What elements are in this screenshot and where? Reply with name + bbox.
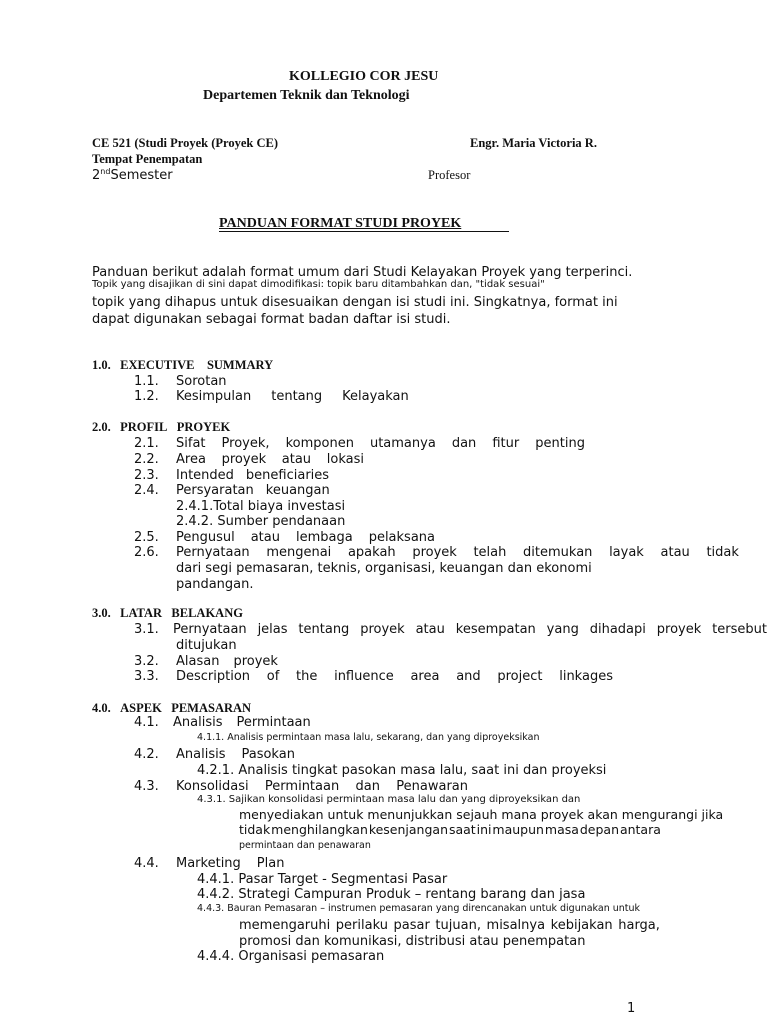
item-2-5-num: 2.5.: [134, 530, 159, 545]
word: proyek: [221, 452, 267, 467]
word: utamanya: [369, 436, 436, 451]
item-4-3-1-line-1: 4.3.1. Sajikan konsolidasi permintaan masa lalu dan yang diproyeksikan dan: [197, 794, 581, 805]
word: jelas: [257, 622, 288, 637]
intro-line-4: dapat digunakan sebagai format badan daftar isi studi.: [92, 312, 451, 327]
word: Pengusul: [176, 530, 235, 545]
word: yang: [546, 622, 579, 637]
word: komponen: [285, 436, 354, 451]
item-2-5: [176, 531, 435, 544]
word: tentang: [298, 622, 350, 637]
word: depan: [579, 822, 620, 837]
item-4-4-3-line-1: 4.4.3. Bauran Pemasaran – instrumen pemasaran yang direncanakan untuk digunakan untuk: [197, 903, 641, 914]
word: Pernyataan: [176, 545, 250, 560]
section-2-heading: 2.0. PROFIL PROYEK: [92, 420, 231, 434]
item-2-6-num: 2.6.: [134, 545, 159, 560]
word: layak: [609, 545, 644, 560]
item-2-2-num: 2.2.: [134, 452, 159, 467]
section-4-heading: 4.0. ASPEK PEMASARAN: [92, 701, 252, 715]
word: proyek: [412, 545, 457, 560]
word: tidak: [239, 822, 271, 837]
word: proyek: [360, 622, 405, 637]
word: lokasi: [326, 452, 364, 467]
item-2-1-num: 2.1.: [134, 436, 159, 451]
word: mengenai: [266, 545, 332, 560]
item-3-1: [173, 623, 767, 636]
page-title: PANDUAN FORMAT STUDI PROYEK: [219, 216, 462, 231]
intro-line-2: Topik yang disajikan di sini dapat dimodifikasi: topik baru ditambahkan dan, "tidak sesuai": [92, 279, 545, 290]
word: Permintaan: [264, 779, 340, 794]
item-4-2-1: 4.2.1. Analisis tingkat pasokan masa lalu, saat ini dan proyeksi: [197, 763, 607, 778]
item-2-6: [176, 546, 739, 559]
word: harga,: [618, 918, 660, 933]
word: dan: [355, 779, 380, 794]
item-4-1: 4.1. Analisis Permintaan: [134, 715, 311, 730]
word: atau: [415, 622, 445, 637]
item-3-2: 3.2. Alasan proyek: [134, 654, 278, 669]
item-3-1-num: 3.1.: [134, 622, 159, 637]
word: lembaga: [295, 530, 353, 545]
word: ditemukan: [523, 545, 593, 560]
item-4-3-1-line-3: [239, 824, 661, 837]
word: maupun: [492, 822, 544, 837]
word: Penawaran: [396, 779, 468, 794]
item-4-4-1: 4.4.1. Pasar Target - Segmentasi Pasar: [197, 872, 448, 887]
semester-label: 2ndSemester: [92, 167, 173, 183]
word: ini: [476, 822, 492, 837]
word: of: [266, 669, 280, 684]
placement-label: Tempat Penempatan: [92, 152, 203, 166]
item-4-2: 4.2. Analisis Pasokan: [134, 747, 295, 762]
word: memengaruhi: [239, 918, 331, 933]
intro-line-1: Panduan berikut adalah format umum dari Studi Kelayakan Proyek yang terperinci.: [92, 265, 633, 280]
item-4-3-num: 4.3.: [134, 779, 159, 794]
word: atau: [250, 530, 280, 545]
title-underline: [219, 231, 509, 232]
item-1-1: 1.1. Sorotan: [134, 374, 227, 389]
item-2-6-line-3: pandangan.: [176, 577, 254, 592]
item-2-2: [176, 453, 364, 466]
item-4-4: 4.4. Marketing Plan: [134, 856, 285, 871]
department-name: Departemen Teknik dan Teknologi: [203, 88, 410, 103]
item-4-3-1-line-4: permintaan dan penawaran: [239, 840, 371, 851]
item-4-1-1: 4.1.1. Analisis permintaan masa lalu, sekarang, dan yang diproyeksikan: [197, 732, 540, 743]
item-4-4-4: 4.4.4. Organisasi pemasaran: [197, 949, 385, 964]
word: proyek: [656, 622, 702, 637]
item-4-4-3-line-3: promosi dan komunikasi, distribusi atau penempatan: [239, 934, 586, 949]
word: Pernyataan: [173, 622, 247, 637]
word: atau: [281, 452, 312, 467]
item-1-2: 1.2. Kesimpulan tentang Kelayakan: [134, 389, 409, 404]
item-2-4-1: 2.4.1.Total biaya investasi: [176, 499, 346, 514]
word: linkages: [559, 669, 613, 684]
word: Sifat: [176, 436, 206, 451]
word: telah: [473, 545, 507, 560]
word: kesenjangan: [368, 822, 448, 837]
word: kesempatan: [455, 622, 536, 637]
word: tidak: [706, 545, 739, 560]
word: area: [410, 669, 440, 684]
word: atau: [660, 545, 690, 560]
word: Area: [176, 452, 206, 467]
word: and: [456, 669, 481, 684]
item-2-4: 2.4. Persyaratan keuangan: [134, 483, 330, 498]
item-4-3: [176, 780, 468, 793]
word: Konsolidasi: [176, 779, 249, 794]
word: apakah: [347, 545, 396, 560]
word: Description: [176, 669, 251, 684]
word: penting: [535, 436, 585, 451]
instructor-name: Engr. Maria Victoria R.: [470, 136, 597, 150]
word: masa: [544, 822, 579, 837]
word: perilaku: [335, 918, 388, 933]
word: influence: [334, 669, 394, 684]
word: fitur: [492, 436, 520, 451]
intro-line-3: topik yang dihapus untuk disesuaikan dengan isi studi ini. Singkatnya, format ini: [92, 295, 618, 310]
item-2-6-line-2: dari segi pemasaran, teknis, organisasi, keuangan dan ekonomi: [176, 561, 592, 576]
word: Proyek,: [221, 436, 270, 451]
section-1-heading: 1.0. EXECUTIVE SUMMARY: [92, 358, 274, 372]
word: pelaksana: [368, 530, 435, 545]
item-2-4-2: 2.4.2. Sumber pendanaan: [176, 514, 346, 529]
word: the: [296, 669, 318, 684]
item-2-3: 2.3. Intended beneficiaries: [134, 468, 330, 483]
word: tersebut: [712, 622, 767, 637]
professor-label: Profesor: [428, 168, 471, 182]
section-3-heading: 3.0. LATAR BELAKANG: [92, 606, 243, 620]
course-code: CE 521 (Studi Proyek (Proyek CE): [92, 136, 278, 150]
item-2-1: [176, 437, 585, 450]
item-3-3-num: 3.3.: [134, 669, 159, 684]
word: tujuan,: [435, 918, 481, 933]
item-3-1-line-2: ditujukan: [176, 638, 237, 653]
item-4-4-3-line-2: [239, 919, 660, 932]
college-name: KOLLEGIO COR JESU: [289, 69, 439, 84]
item-3-3: [176, 670, 613, 683]
word: pasar: [393, 918, 430, 933]
word: misalnya: [486, 918, 546, 933]
word: antara: [619, 822, 661, 837]
word: menghilangkan: [271, 822, 368, 837]
item-4-4-2: 4.4.2. Strategi Campuran Produk – rentang barang dan jasa: [197, 887, 586, 902]
word: saat: [448, 822, 476, 837]
item-4-3-1-line-2: menyediakan untuk menunjukkan sejauh mana proyek akan mengurangi jika: [239, 807, 724, 822]
page-number: 1: [627, 1001, 636, 1016]
word: dihadapi: [589, 622, 646, 637]
word: kebijakan: [550, 918, 613, 933]
word: dan: [451, 436, 477, 451]
word: project: [497, 669, 543, 684]
